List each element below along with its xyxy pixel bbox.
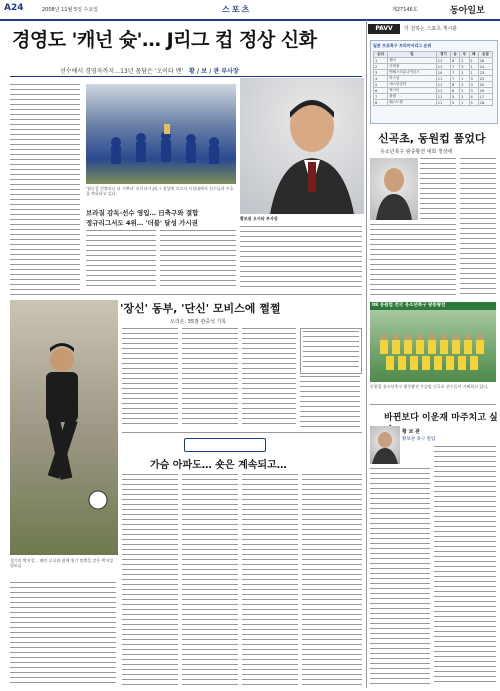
standings-cell: 1 (460, 76, 469, 82)
team-group-image (370, 310, 496, 382)
standings-cell: 6 (374, 88, 388, 94)
sub-headline-1: 브라질 감독·선수 영입… 日축구와 결합 (86, 209, 199, 217)
column-logo (184, 438, 266, 452)
standings-cell: 2 (460, 70, 469, 76)
story2-body-col-1 (420, 158, 456, 220)
right-column-rule (366, 20, 367, 688)
second-body-col-4 (300, 376, 360, 428)
story3-byline: 황 보 관 (402, 429, 420, 435)
team-photo-caption: 동원컵 유소년축구 왕중왕전 우승팀 신곡초 선수들이 기뻐하고 있다. (370, 384, 489, 389)
standings-cell: 11 (436, 76, 450, 82)
standings-cell: 8 (450, 58, 459, 64)
main-body-col-4 (240, 226, 362, 290)
standings-cell: 23 (478, 70, 492, 76)
standings-col-points: 승점 (478, 52, 492, 58)
main-subhead-text: 선수에서 경영자까지…13년 몸담은 '오이타 맨' (60, 68, 184, 75)
standings-cell: 11 (436, 64, 450, 70)
standings-cell: 20 (478, 82, 492, 88)
standings-col-team: 팀 (388, 52, 437, 58)
standings-cell: 10 (436, 70, 450, 76)
headline-rule (10, 76, 362, 77)
portrait-photo (240, 78, 364, 214)
issue-date: 2008년 11월 5일 수요일 (42, 7, 99, 13)
issue-number: 제27146호 (392, 7, 418, 13)
standings-cell: 헐시티 (388, 88, 437, 94)
standings-cell: 5 (450, 94, 459, 100)
standings-cell: 4 (374, 76, 388, 82)
main-body-col-1b (10, 274, 80, 290)
right-divider (370, 404, 496, 405)
story2-subhead: 유소년축구 왕중왕전 대회 정상에 (380, 149, 453, 155)
sub-headline-2: 정규리그서도 4위… '더블' 달성 가시권 (86, 219, 198, 227)
standings-box (370, 40, 498, 124)
standings-col-draw: 무 (460, 52, 469, 58)
standings-cell: 3 (460, 64, 469, 70)
story2-body-col-2 (460, 158, 496, 298)
main-body-col-1 (10, 84, 80, 270)
standings-table (373, 51, 493, 106)
standings-cell: 2 (460, 82, 469, 88)
standings-cell: 1 (469, 70, 478, 76)
standings-cell: 26 (478, 58, 492, 64)
standings-col-games: 경기 (436, 52, 450, 58)
standings-cell: 애스턴빌라 (388, 82, 437, 88)
standings-cell: 풀럼 (388, 94, 437, 100)
portrait-caption: 황보관 오이타 부사장 (240, 216, 278, 221)
standings-cell: 3 (469, 82, 478, 88)
standings-cell: 11 (436, 88, 450, 94)
column-body-col-4 (302, 474, 362, 686)
standings-cell: 11 (436, 94, 450, 100)
coach-portrait-image (370, 158, 418, 220)
standings-cell: 5 (450, 100, 459, 106)
standings-title: 일본 프로축구 프리미어리그 순위 (373, 43, 432, 48)
football-photo (10, 300, 118, 555)
second-headline: '장신' 동부, '단신' 모비스에 쩔쩔 (120, 302, 281, 315)
main-body-col-2 (86, 230, 156, 290)
paper-name: 동아일보 (450, 6, 485, 16)
standings-col-rank: 순위 (374, 52, 388, 58)
standings-cell: 11 (436, 100, 450, 106)
standings-cell: 6 (450, 82, 459, 88)
standings-cell: 24 (478, 64, 492, 70)
story2-portrait (370, 158, 418, 220)
ad-text: 가 전하는 스포츠 게시판 (404, 26, 458, 32)
story3-intro: 황보관 축구 칼럼 (402, 437, 436, 442)
standings-cell: 11 (436, 58, 450, 64)
trophy-celebration-image (86, 84, 236, 184)
second-body-col-2 (182, 328, 238, 428)
standings-cell: 3 (374, 70, 388, 76)
standings-cell: 22 (478, 76, 492, 82)
standings-cell: 1 (460, 100, 469, 106)
column-body-col-3 (242, 474, 298, 686)
standings-cell: 11 (436, 82, 450, 88)
standings-cell: 5 (469, 100, 478, 106)
columnist-portrait-image (370, 426, 400, 464)
main-headline: 경영도 '캐넌 슛'… J리그 컵 정상 신화 (12, 29, 317, 51)
section-title: 스포츠 (222, 5, 252, 14)
stadium-photo (86, 84, 236, 184)
stats-box (300, 328, 362, 374)
main-byline: 황 / 보 / 관 부사장 (189, 68, 239, 75)
standings-cell: 8 (374, 100, 388, 106)
standings-cell: 2 (460, 58, 469, 64)
team-photo (370, 310, 496, 382)
standings-cell: 4 (469, 94, 478, 100)
story2-banner: 08 동원컵 전국 유소년축구 왕중왕전 (370, 302, 496, 310)
standings-cell: 1 (374, 58, 388, 64)
standings-cell: 웨스트햄 (388, 100, 437, 106)
story3-body-col-1 (370, 468, 430, 686)
bottom-left-body (10, 582, 116, 686)
standings-cell: 6 (450, 88, 459, 94)
standings-cell: 16 (478, 100, 492, 106)
main-subhead (60, 66, 239, 75)
story2-headline: 신곡초, 동원컵 품었다 (378, 132, 486, 145)
page-number: A24 (4, 3, 24, 13)
standings-cell: 5 (374, 82, 388, 88)
standings-cell: 7 (450, 70, 459, 76)
second-body-col-3 (242, 328, 296, 428)
player-kicking-image (10, 300, 118, 555)
main-body-col-3 (160, 230, 236, 290)
football-photo-caption: 경기의 박지성… 웨인 루니와 함께 위기 탈출을 맡은 박지성 뒷모습 (10, 558, 114, 568)
standings-cell: 7 (374, 94, 388, 100)
standings-cell: 17 (478, 94, 492, 100)
column-headline: 가슴 아파도… 숏은 계속되고… (150, 460, 287, 471)
standings-cell: 3 (469, 76, 478, 82)
column-divider (122, 432, 362, 433)
standings-cell: 2 (374, 64, 388, 70)
second-body-col-1 (122, 328, 178, 428)
standings-cell: 20 (478, 88, 492, 94)
stadium-photo-caption: '월드컵 진출보다 더 기쁘다' 오이타가 J리그 정상에 오르자 시상대에서 선수들과 우승을 축하하고 있다. (86, 186, 234, 196)
standings-col-win: 승 (450, 52, 459, 58)
standings-cell: 맨체스터유나이티드 (388, 70, 437, 76)
standings-cell: 첼시 (388, 58, 437, 64)
second-subhead: 오리온, 35점 관중석 기록 (170, 319, 227, 325)
story3-headline: 바뀐보다 이운재 마주치고 싶 (384, 413, 498, 423)
standings-cell: 2 (460, 88, 469, 94)
standings-cell: 리버풀 (388, 64, 437, 70)
standings-cell: 1 (469, 64, 478, 70)
column-body-col-2 (182, 474, 238, 686)
standings-cell: 7 (450, 76, 459, 82)
story-divider (10, 294, 362, 295)
standings-cell: 3 (469, 88, 478, 94)
standings-cell: 아스널 (388, 76, 437, 82)
standings-body (374, 58, 493, 106)
story3-portrait (370, 426, 400, 464)
standings-row (374, 100, 493, 106)
portrait-image (240, 78, 364, 214)
ad-logo: PAVV (368, 24, 400, 34)
column-body-col-1 (122, 474, 178, 686)
standings-cell: 7 (450, 64, 459, 70)
standings-cell: 1 (469, 58, 478, 64)
standings-cell: 2 (460, 94, 469, 100)
standings-col-loss: 패 (469, 52, 478, 58)
story2-body-col-3 (370, 224, 456, 298)
story3-body-col-2 (434, 446, 496, 686)
